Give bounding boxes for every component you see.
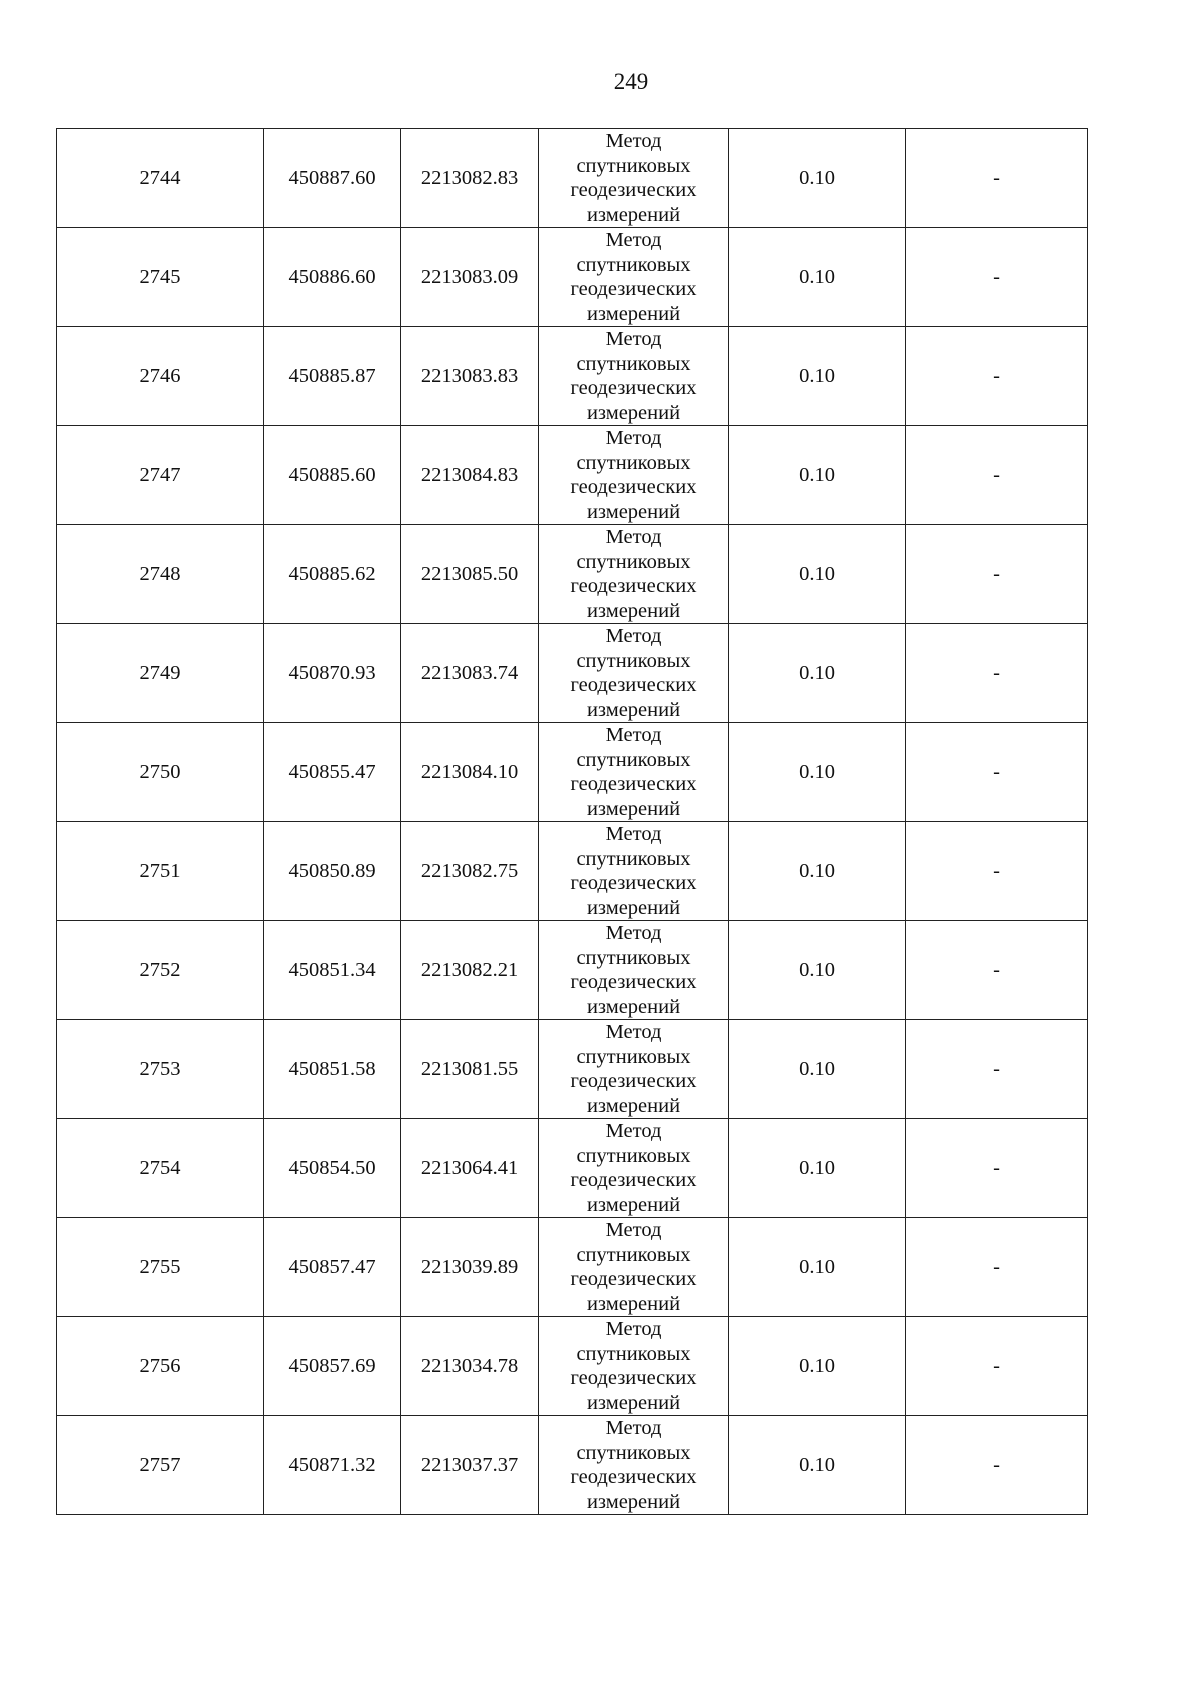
note-cell: - [906, 129, 1088, 228]
method-cell [539, 1119, 729, 1218]
method-line: измерений [586, 1292, 681, 1315]
point-number-cell: 2746 [57, 327, 264, 426]
point-number-cell: 2756 [57, 1317, 264, 1416]
method-line: геодезических [570, 872, 697, 894]
method-line: спутниковых [576, 748, 691, 771]
y-coordinate-cell: 2213034.78 [401, 1317, 539, 1416]
y-coordinate-cell: 2213083.09 [401, 228, 539, 327]
point-number-cell: 2752 [57, 921, 264, 1020]
table-row [57, 1020, 1088, 1119]
method-line: спутниковых [576, 550, 691, 573]
y-coordinate-cell: 2213085.50 [401, 525, 539, 624]
accuracy-cell: 0.10 [729, 327, 906, 426]
method-line: измерений [586, 698, 681, 721]
x-coordinate-cell: 450887.60 [264, 129, 401, 228]
accuracy-cell: 0.10 [729, 426, 906, 525]
table-row [57, 1218, 1088, 1317]
note-cell: - [906, 327, 1088, 426]
method-cell [539, 327, 729, 426]
table-row [57, 723, 1088, 822]
method-line: Метод [605, 1021, 662, 1043]
method-line: геодезических [570, 278, 697, 300]
y-coordinate-cell: 2213083.83 [401, 327, 539, 426]
accuracy-cell: 0.10 [729, 1218, 906, 1317]
note-cell: - [906, 822, 1088, 921]
point-number-cell: 2749 [57, 624, 264, 723]
method-line: измерений [586, 401, 681, 424]
x-coordinate-cell: 450885.62 [264, 525, 401, 624]
x-coordinate-cell: 450886.60 [264, 228, 401, 327]
accuracy-cell: 0.10 [729, 723, 906, 822]
method-cell [539, 723, 729, 822]
method-line: геодезических [570, 773, 697, 795]
method-line: геодезических [570, 377, 697, 399]
coordinates-table [56, 128, 1088, 1515]
method-line: Метод [605, 625, 662, 647]
accuracy-cell: 0.10 [729, 1317, 906, 1416]
method-line: измерений [586, 1094, 681, 1117]
method-cell [539, 525, 729, 624]
accuracy-cell: 0.10 [729, 1119, 906, 1218]
y-coordinate-cell: 2213081.55 [401, 1020, 539, 1119]
accuracy-cell: 0.10 [729, 525, 906, 624]
method-cell [539, 129, 729, 228]
method-line: измерений [586, 302, 681, 325]
y-coordinate-cell: 2213082.21 [401, 921, 539, 1020]
method-line: Метод [605, 1417, 662, 1439]
method-line: геодезических [570, 971, 697, 993]
method-line: Метод [605, 229, 662, 251]
note-cell: - [906, 1317, 1088, 1416]
x-coordinate-cell: 450885.60 [264, 426, 401, 525]
x-coordinate-cell: 450851.58 [264, 1020, 401, 1119]
method-line: Метод [605, 427, 662, 449]
method-line: геодезических [570, 476, 697, 498]
method-line: спутниковых [576, 1243, 691, 1266]
y-coordinate-cell: 2213039.89 [401, 1218, 539, 1317]
y-coordinate-cell: 2213082.75 [401, 822, 539, 921]
method-line: геодезических [570, 1268, 697, 1290]
x-coordinate-cell: 450855.47 [264, 723, 401, 822]
method-line: Метод [605, 922, 662, 944]
method-cell [539, 426, 729, 525]
method-cell [539, 624, 729, 723]
table-row [57, 1416, 1088, 1515]
table-row [57, 624, 1088, 723]
x-coordinate-cell: 450885.87 [264, 327, 401, 426]
method-line: измерений [586, 500, 681, 523]
point-number-cell: 2751 [57, 822, 264, 921]
table-row [57, 822, 1088, 921]
method-line: спутниковых [576, 253, 691, 276]
accuracy-cell: 0.10 [729, 228, 906, 327]
method-line: Метод [605, 130, 662, 152]
method-line: измерений [586, 599, 681, 622]
method-line: спутниковых [576, 1342, 691, 1365]
point-number-cell: 2753 [57, 1020, 264, 1119]
x-coordinate-cell: 450854.50 [264, 1119, 401, 1218]
point-number-cell: 2744 [57, 129, 264, 228]
method-cell [539, 1020, 729, 1119]
method-line: спутниковых [576, 649, 691, 672]
note-cell: - [906, 1416, 1088, 1515]
method-line: спутниковых [576, 1045, 691, 1068]
method-line: спутниковых [576, 154, 691, 177]
table-row [57, 921, 1088, 1020]
point-number-cell: 2748 [57, 525, 264, 624]
method-line: измерений [586, 1490, 681, 1513]
method-line: Метод [605, 1318, 662, 1340]
table-row [57, 228, 1088, 327]
accuracy-cell: 0.10 [729, 1020, 906, 1119]
accuracy-cell: 0.10 [729, 921, 906, 1020]
method-line: спутниковых [576, 1441, 691, 1464]
method-line: Метод [605, 724, 662, 746]
method-line: Метод [605, 1120, 662, 1142]
method-cell [539, 822, 729, 921]
y-coordinate-cell: 2213084.83 [401, 426, 539, 525]
method-line: Метод [605, 526, 662, 548]
x-coordinate-cell: 450871.32 [264, 1416, 401, 1515]
table-row [57, 1119, 1088, 1218]
point-number-cell: 2745 [57, 228, 264, 327]
note-cell: - [906, 1020, 1088, 1119]
accuracy-cell: 0.10 [729, 129, 906, 228]
table-row [57, 327, 1088, 426]
x-coordinate-cell: 450870.93 [264, 624, 401, 723]
method-line: геодезических [570, 674, 697, 696]
table-row [57, 129, 1088, 228]
method-line: геодезических [570, 1169, 697, 1191]
method-line: спутниковых [576, 451, 691, 474]
accuracy-cell: 0.10 [729, 624, 906, 723]
note-cell: - [906, 426, 1088, 525]
note-cell: - [906, 624, 1088, 723]
note-cell: - [906, 228, 1088, 327]
note-cell: - [906, 723, 1088, 822]
note-cell: - [906, 921, 1088, 1020]
method-line: измерений [586, 1193, 681, 1216]
x-coordinate-cell: 450850.89 [264, 822, 401, 921]
method-cell [539, 1317, 729, 1416]
method-cell [539, 1416, 729, 1515]
method-line: измерений [586, 995, 681, 1018]
note-cell: - [906, 1218, 1088, 1317]
method-cell [539, 1218, 729, 1317]
method-line: измерений [586, 1391, 681, 1414]
method-line: геодезических [570, 1367, 697, 1389]
accuracy-cell: 0.10 [729, 1416, 906, 1515]
method-line: измерений [586, 203, 681, 226]
y-coordinate-cell: 2213084.10 [401, 723, 539, 822]
table-row [57, 525, 1088, 624]
accuracy-cell: 0.10 [729, 822, 906, 921]
method-line: геодезических [570, 1070, 697, 1092]
point-number-cell: 2754 [57, 1119, 264, 1218]
x-coordinate-cell: 450857.69 [264, 1317, 401, 1416]
point-number-cell: 2755 [57, 1218, 264, 1317]
method-line: измерений [586, 896, 681, 919]
method-line: геодезических [570, 575, 697, 597]
coordinates-table-body [57, 129, 1088, 1515]
x-coordinate-cell: 450857.47 [264, 1218, 401, 1317]
method-cell [539, 228, 729, 327]
y-coordinate-cell: 2213083.74 [401, 624, 539, 723]
method-line: геодезических [570, 179, 697, 201]
note-cell: - [906, 525, 1088, 624]
x-coordinate-cell: 450851.34 [264, 921, 401, 1020]
y-coordinate-cell: 2213037.37 [401, 1416, 539, 1515]
y-coordinate-cell: 2213064.41 [401, 1119, 539, 1218]
method-line: измерений [586, 797, 681, 820]
page-number: 249 [613, 69, 649, 94]
method-line: геодезических [570, 1466, 697, 1488]
method-cell [539, 921, 729, 1020]
method-line: спутниковых [576, 352, 691, 375]
method-line: спутниковых [576, 1144, 691, 1167]
point-number-cell: 2757 [57, 1416, 264, 1515]
table-row [57, 1317, 1088, 1416]
point-number-cell: 2750 [57, 723, 264, 822]
y-coordinate-cell: 2213082.83 [401, 129, 539, 228]
method-line: Метод [605, 823, 662, 845]
point-number-cell: 2747 [57, 426, 264, 525]
table-row [57, 426, 1088, 525]
note-cell: - [906, 1119, 1088, 1218]
method-line: спутниковых [576, 847, 691, 870]
method-line: Метод [605, 1219, 662, 1241]
method-line: Метод [605, 328, 662, 350]
method-line: спутниковых [576, 946, 691, 969]
